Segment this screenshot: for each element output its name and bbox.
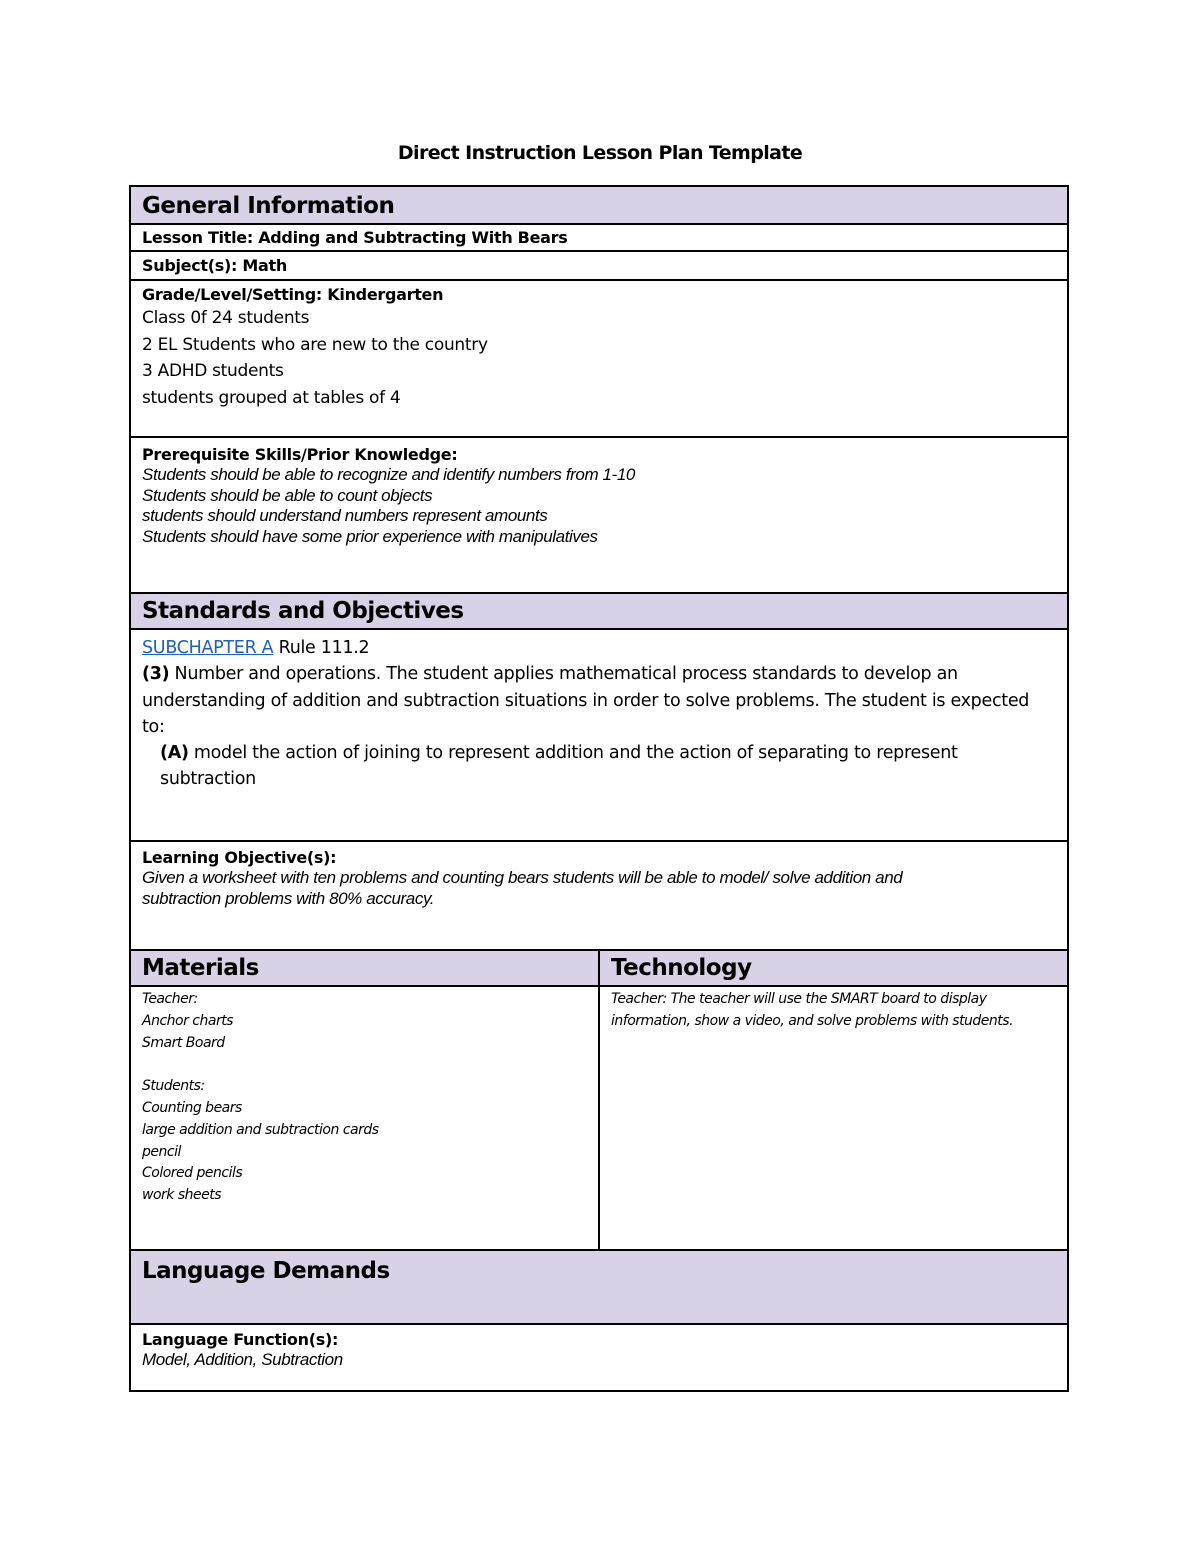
- prerequisite-line: Students should be able to count objects: [142, 485, 433, 505]
- materials-item: work sheets: [142, 1187, 222, 1204]
- materials-item: Students:: [142, 1078, 205, 1095]
- subchapter-a-link[interactable]: SUBCHAPTER A: [142, 638, 274, 658]
- prerequisite-line: Students should have some prior experience with manipulatives: [142, 526, 598, 546]
- learning-objectives-label: Learning Objective(s):: [142, 848, 337, 867]
- general-information-heading: General Information: [142, 193, 395, 219]
- materials-header-cell: [131, 951, 598, 985]
- materials-technology-header-row: [129, 949, 1069, 985]
- language-functions-row: [129, 1323, 1069, 1392]
- standard-item-3-text: Number and operations. The student applies mathematical process standards to develop an understanding of addition and subtraction situations in order to solve problems. The student is expected to:: [142, 664, 1030, 737]
- technology-line: information, show a video, and solve problems with students.: [611, 1012, 1014, 1029]
- column-divider: [598, 987, 600, 1249]
- prerequisite-line: Students should be able to recognize and identify numbers from 1-10: [142, 465, 635, 484]
- subjects-row: [129, 250, 1069, 279]
- standard-item-3: [142, 661, 1056, 740]
- standards-objectives-header-row: [129, 592, 1069, 628]
- materials-item: Colored pencils: [142, 1165, 243, 1182]
- learning-objectives-row: [129, 840, 1069, 949]
- learning-objective-line: subtraction problems with 80% accuracy.: [142, 888, 435, 908]
- materials-spacer: [142, 1054, 592, 1076]
- learning-objective-line: Given a worksheet with ten problems and counting bears students will be able to model/ solve addition and: [142, 868, 903, 887]
- technology-line: Teacher: The teacher will use the SMART board to display: [611, 991, 987, 1007]
- materials-item: Smart Board: [142, 1034, 225, 1051]
- setting-line: Class 0f 24 students: [142, 308, 310, 328]
- setting-line: 3 ADHD students: [142, 361, 284, 381]
- setting-line: 2 EL Students who are new to the country: [142, 334, 488, 355]
- standard-text: [131, 630, 1067, 793]
- general-information-header-row: [129, 185, 1069, 223]
- standard-item-a-text: model the action of joining to represent addition and the action of separating to represent subtraction: [160, 743, 958, 790]
- materials-item: Anchor charts: [142, 1012, 233, 1029]
- standards-objectives-heading: Standards and Objectives: [142, 598, 464, 624]
- standard-item-3-number: (3): [142, 664, 170, 685]
- language-functions-text: Model, Addition, Subtraction: [142, 1350, 343, 1369]
- language-demands-heading: Language Demands: [142, 1258, 390, 1284]
- document-title: Direct Instruction Lesson Plan Template: [397, 142, 803, 164]
- materials-list: [142, 987, 592, 1249]
- technology-header-cell: [600, 951, 1067, 985]
- rule-number: Rule 111.2: [273, 638, 370, 658]
- grade-level-setting: Grade/Level/Setting: Kindergarten: [142, 285, 444, 304]
- materials-item: Counting bears: [142, 1099, 242, 1116]
- technology-text: [611, 987, 1061, 1249]
- standard-item-a: [142, 740, 1056, 793]
- setting-line: students grouped at tables of 4: [142, 387, 401, 408]
- materials-item: large addition and subtraction cards: [142, 1121, 379, 1138]
- language-demands-header-row: [129, 1249, 1069, 1323]
- lesson-title: Lesson Title: Adding and Subtracting With Bears: [142, 228, 568, 247]
- prerequisite-skills-row: [129, 436, 1069, 592]
- standards-row: [129, 628, 1069, 840]
- materials-item: Teacher:: [142, 991, 198, 1007]
- lesson-title-row: [129, 223, 1069, 250]
- materials-technology-body-row: [129, 985, 1069, 1249]
- prerequisite-skills-label: Prerequisite Skills/Prior Knowledge:: [142, 445, 458, 464]
- grade-level-setting-row: [129, 279, 1069, 436]
- standard-citation: [142, 635, 1056, 661]
- standard-item-a-number: (A): [160, 743, 189, 764]
- materials-heading: Materials: [142, 955, 259, 981]
- technology-heading: Technology: [611, 955, 752, 981]
- materials-item: pencil: [142, 1143, 181, 1160]
- language-functions-label: Language Function(s):: [142, 1330, 339, 1349]
- subjects: Subject(s): Math: [142, 256, 287, 275]
- prerequisite-line: students should understand numbers represent amounts: [142, 506, 548, 525]
